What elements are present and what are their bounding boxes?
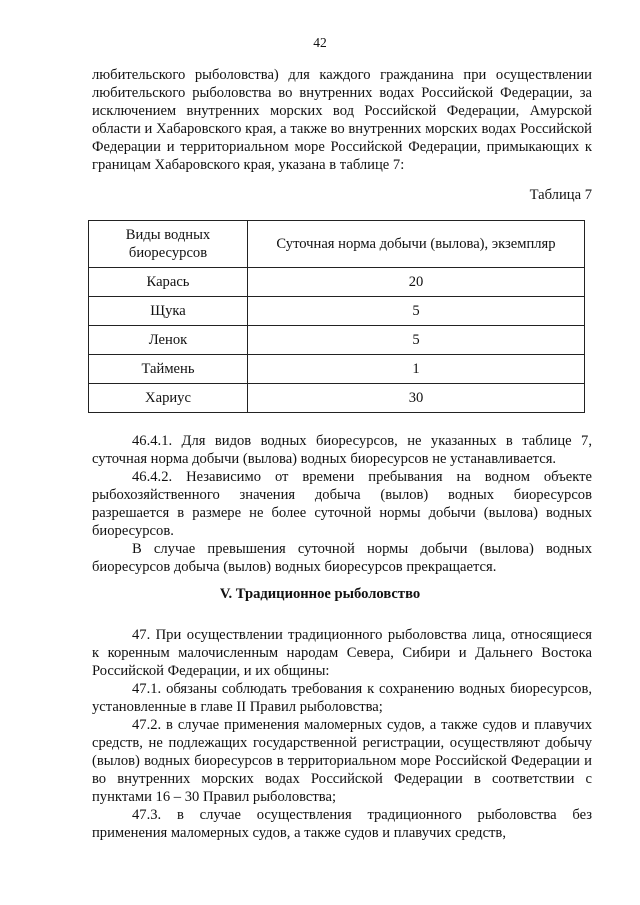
paragraph-47-3: 47.3. в случае осуществления традиционного рыболовства без применения маломерных судов, а также судов и плавучих средств,: [92, 807, 592, 841]
table-row: [89, 326, 585, 355]
paragraph-46-4-2: 46.4.2. Независимо от времени пребывания на водном объекте рыбохозяйственного значения добыча (вылов) водных биоресурсов разрешается в размере не более суточной нормы добычи (вылова) водных биоресурсов.: [92, 469, 592, 539]
norm-cell: 5: [248, 297, 585, 326]
species-cell: Таймень: [89, 355, 248, 384]
intro-paragraph: любительского рыболовства) для каждого гражданина при осуществлении любительского рыболовства во внутренних водах Российской Федерации, за исключением внутренних морских вод Российской Федерации, Амурской области и Хабаровского края, а также во внутренних морских водах Российской Федерации и территориальном море Российской Федерации, примыкающих к границам Хабаровского края, указана в таблице 7:: [92, 67, 592, 173]
table-header-row: [89, 221, 585, 268]
norm-cell: 5: [248, 326, 585, 355]
paragraph-47-2: 47.2. в случае применения маломерных судов, а также судов и плавучих средств, не подлежащих государственной регистрации, осуществляют добычу (вылов) водных биоресурсов в территориальном море Российской Федерации и во внутренних морских водах Российской Федерации в соответствии с пунктами 16 – 30 Правил рыболовства;: [92, 717, 592, 805]
table-row: [89, 268, 585, 297]
species-cell: Ленок: [89, 326, 248, 355]
page-number: 42: [313, 35, 327, 50]
paragraph-47-1: 47.1. обязаны соблюдать требования к сохранению водных биоресурсов, установленные в главе II Правил рыболовства;: [92, 681, 592, 715]
species-cell: Карась: [89, 268, 248, 297]
paragraph-47: 47. При осуществлении традиционного рыболовства лица, относящиеся к коренным малочисленным народам Севера, Сибири и Дальнего Востока Российской Федерации, и их общины:: [92, 627, 592, 679]
norm-cell: 30: [248, 384, 585, 413]
norm-cell: 1: [248, 355, 585, 384]
species-cell: Хариус: [89, 384, 248, 413]
table-row: [89, 384, 585, 413]
table-row: [89, 355, 585, 384]
paragraph-excess: В случае превышения суточной нормы добычи (вылова) водных биоресурсов добыча (вылов) водных биоресурсов прекращается.: [92, 541, 592, 575]
norm-cell: 20: [248, 268, 585, 297]
column-header-daily-norm: Суточная норма добычи (вылова), экземпляр: [248, 221, 585, 268]
species-cell: Щука: [89, 297, 248, 326]
section-title: V. Традиционное рыболовство: [219, 586, 421, 602]
paragraph-46-4-1: 46.4.1. Для видов водных биоресурсов, не указанных в таблице 7, суточная норма добычи (вылова) водных биоресурсов не устанавливается.: [92, 433, 592, 467]
table-row: [89, 297, 585, 326]
table-caption: Таблица 7: [529, 187, 592, 203]
column-header-species: Виды водных биоресурсов: [89, 221, 248, 268]
catch-limit-table: [88, 220, 585, 413]
